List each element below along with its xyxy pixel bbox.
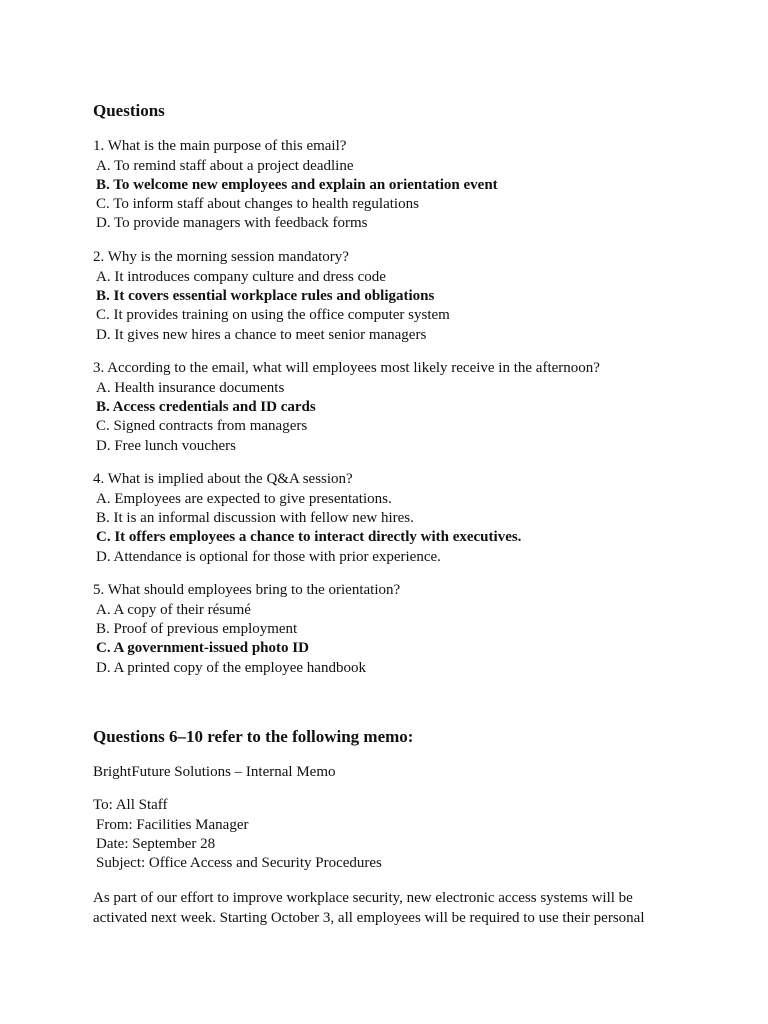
question-4-option-b: B. It is an informal discussion with fellow new hires. [96,510,414,526]
memo-title: BrightFuture Solutions – Internal Memo [93,764,336,780]
questions-heading: Questions [93,101,165,120]
question-4-prompt: 4. What is implied about the Q&A session? [93,471,353,487]
question-5-option-d: D. A printed copy of the employee handbook [96,660,366,676]
question-5-option-a: A. A copy of their résumé [96,602,251,618]
question-4-option-a: A. Employees are expected to give presentations. [96,491,392,507]
question-4-option-c: C. It offers employees a chance to interact directly with executives. [96,529,522,545]
question-5-option-c: C. A government-issued photo ID [96,640,309,656]
memo-date: Date: September 28 [96,836,216,852]
memo-section-heading: Questions 6–10 refer to the following memo: [93,727,414,746]
memo-body-line-1: As part of our effort to improve workplace security, new electronic access systems will be [93,890,633,906]
question-1-prompt: 1. What is the main purpose of this email? [93,138,347,154]
memo-from: From: Facilities Manager [96,817,249,833]
question-3-option-a: A. Health insurance documents [96,380,285,396]
memo-subject: Subject: Office Access and Security Procedures [96,855,382,871]
question-5-prompt: 5. What should employees bring to the orientation? [93,582,401,598]
question-1-option-c: C. To inform staff about changes to health regulations [96,196,419,212]
question-4-option-d: D. Attendance is optional for those with prior experience. [96,549,441,565]
question-5-option-b: B. Proof of previous employment [96,621,298,637]
question-1-option-a: A. To remind staff about a project deadline [96,158,354,174]
question-3-prompt: 3. According to the email, what will employees most likely receive in the afternoon? [93,360,600,376]
question-2-option-d: D. It gives new hires a chance to meet senior managers [96,327,427,343]
question-2-option-a: A. It introduces company culture and dress code [96,269,386,285]
question-2-option-c: C. It provides training on using the office computer system [96,307,450,323]
memo-body-line-2: activated next week. Starting October 3, all employees will be required to use their personal [93,910,645,926]
question-3-option-d: D. Free lunch vouchers [96,438,236,454]
question-1-option-d: D. To provide managers with feedback forms [96,215,368,231]
question-3-option-b: B. Access credentials and ID cards [96,399,316,415]
question-3-option-c: C. Signed contracts from managers [96,418,308,434]
question-1-option-b: B. To welcome new employees and explain an orientation event [96,177,498,193]
memo-to: To: All Staff [93,797,168,813]
question-2-option-b: B. It covers essential workplace rules and obligations [96,288,435,304]
question-2-prompt: 2. Why is the morning session mandatory? [93,249,349,265]
